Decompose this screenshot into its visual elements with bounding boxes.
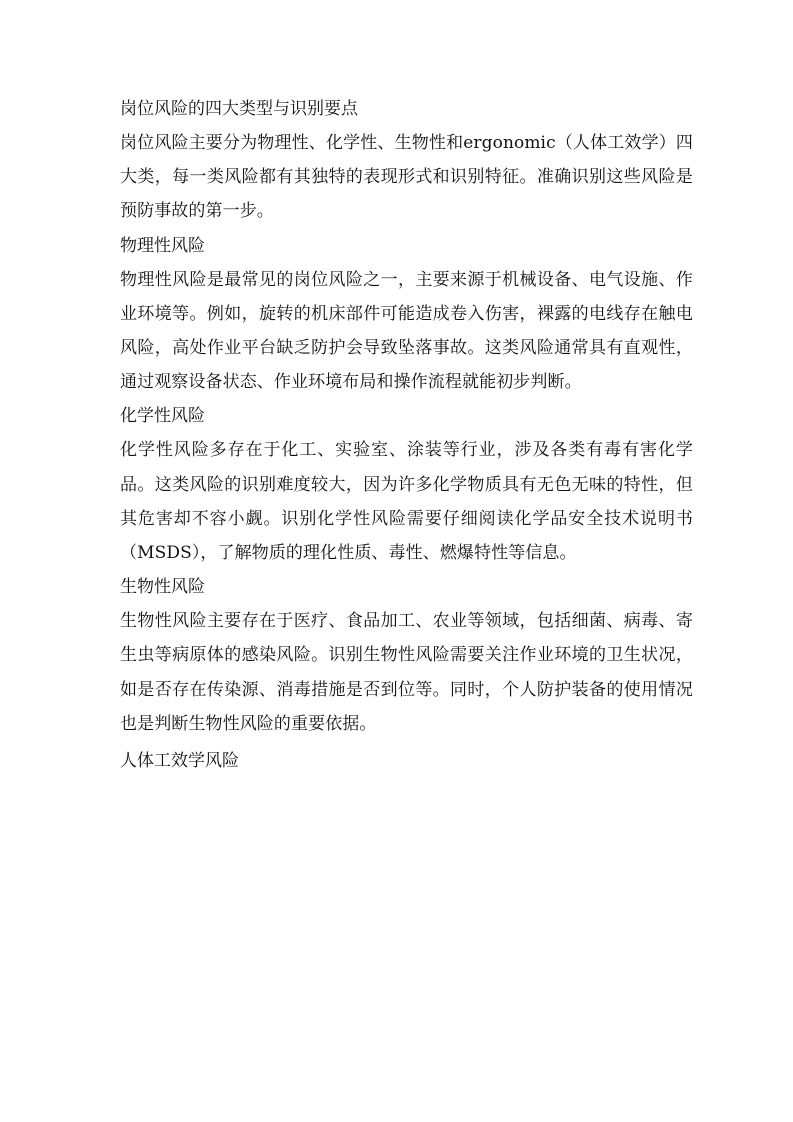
intro-paragraph: 岗位风险主要分为物理性、化学性、生物性和ergonomic（人体工效学）四大类，每一类风险都有其独特的表现形式和识别特征。准确识别这些风险是预防事故的第一步。 (120, 133, 693, 222)
section-body-biological: 生物性风险主要存在于医疗、食品加工、农业等领域，包括细菌、病毒、寄生虫等病原体的感染风险。识别生物性风险需要关注作业环境的卫生状况，如是否存在传染源、消毒措施是否到位等。同时，个人防护装备的使用情况也是判断生物性风险的重要依据。 (120, 611, 693, 734)
section-body-chemical: 化学性风险多存在于化工、实验室、涂装等行业，涉及各类有毒有害化学品。这类风险的识别难度较大，因为许多化学物质具有无色无味的特性，但其危害却不容小觑。识别化学性风险需要仔细阅读化学品安全技术说明书（MSDS），了解物质的理化性质、毒性、燃爆特性等信息。 (120, 440, 693, 564)
document-title: 岗位风险的四大类型与识别要点 (120, 99, 358, 119)
section-heading-physical: 物理性风险 (120, 235, 205, 256)
section-heading-ergonomic: 人体工效学风险 (120, 751, 239, 772)
section-body-physical: 物理性风险是最常见的岗位风险之一，主要来源于机械设备、电气设施、作业环境等。例如，旋转的机床部件可能造成卷入伤害，裸露的电线存在触电风险，高处作业平台缺乏防护会导致坠落事故。这类风险通常具有直观性，通过观察设备状态、作业环境布局和操作流程就能初步判断。 (120, 269, 693, 393)
section-heading-biological: 生物性风险 (120, 577, 205, 598)
section-heading-chemical: 化学性风险 (120, 406, 205, 427)
